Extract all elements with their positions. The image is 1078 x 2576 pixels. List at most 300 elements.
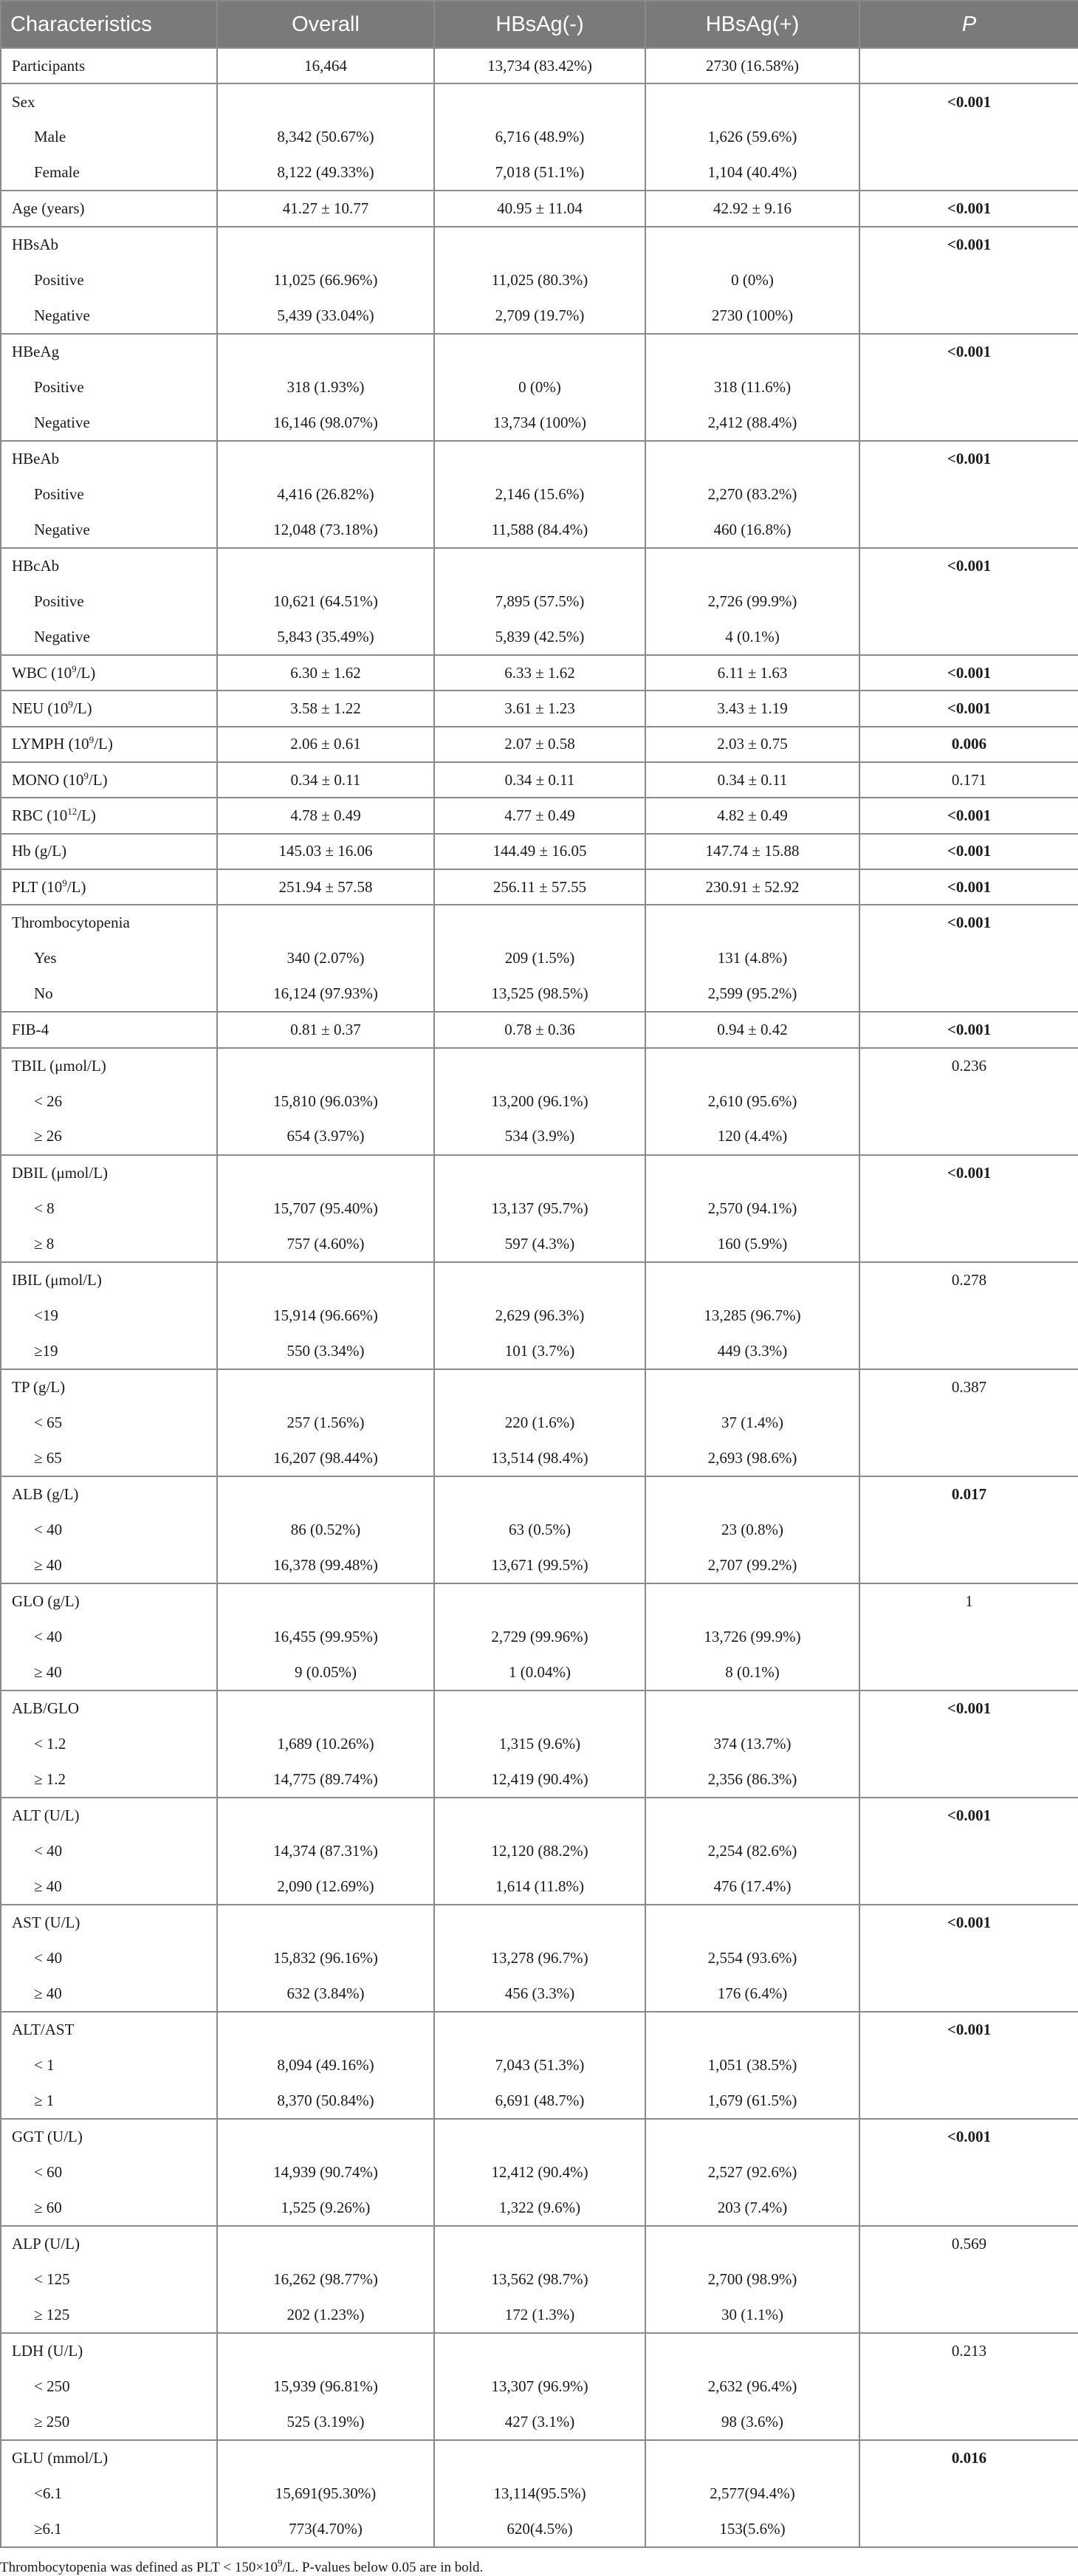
row-label: ALB (g/L) <box>1 1476 217 1512</box>
hbsag-negative-cell: 7,895 (57.5%) <box>434 583 645 619</box>
table-row <box>1 298 1078 333</box>
row-label: ≥ 40 <box>1 1869 217 1905</box>
table-row <box>1 2190 1078 2226</box>
p-value-cell <box>859 620 1078 655</box>
hbsag-negative-cell: 13,671 (99.5%) <box>434 1547 645 1583</box>
table-row <box>1 1833 1078 1868</box>
header-hbsag-negative: HBsAg(-) <box>434 1 645 48</box>
row-label: ≥ 1 <box>1 2083 217 2119</box>
p-value-cell <box>859 1512 1078 1547</box>
row-label: LYMPH $(10^9/L)$ <box>1 727 217 762</box>
table-row <box>1 2119 1078 2154</box>
row-label: < 60 <box>1 2154 217 2190</box>
hbsag-negative-cell: 2,146 (15.6%) <box>434 476 645 512</box>
p-value-cell <box>859 262 1078 298</box>
hbsag-positive-cell: 6.11 ± 1.63 <box>645 655 859 691</box>
hbsag-negative-cell: 2,729 (99.96%) <box>434 1619 645 1654</box>
p-value-cell <box>859 1940 1078 1976</box>
row-label: < 125 <box>1 2261 217 2297</box>
unit-exponent: 12 <box>67 805 78 817</box>
overall-cell: 16,455 (99.95%) <box>217 1619 434 1654</box>
table-row <box>1 2012 1078 2047</box>
hbsag-negative-cell: 13,514 (98.4%) <box>434 1440 645 1476</box>
hbsag-negative-cell: 144.49 ± 16.05 <box>434 834 645 869</box>
hbsag-negative-cell: 7,043 (51.3%) <box>434 2047 645 2083</box>
row-label: HBsAb <box>1 227 217 262</box>
row-label: Positive <box>1 369 217 405</box>
p-value-cell <box>859 1547 1078 1583</box>
hbsag-negative-cell: 1,315 (9.6%) <box>434 1726 645 1761</box>
table-row <box>1 583 1078 619</box>
hbsag-positive-cell <box>645 2333 859 2368</box>
hbsag-positive-cell: 2,527 (92.6%) <box>645 2154 859 2190</box>
p-value-cell <box>859 2154 1078 2190</box>
overall-cell <box>217 2226 434 2261</box>
hbsag-negative-cell: 11,025 (80.3%) <box>434 262 645 298</box>
row-label: LDH (U/L) <box>1 2333 217 2368</box>
table-row <box>1 405 1078 440</box>
table-row <box>1 727 1078 762</box>
table-row <box>1 834 1078 869</box>
hbsag-positive-cell <box>645 1798 859 1833</box>
p-value-cell: 0.236 <box>859 1048 1078 1083</box>
p-value-cell: <0.001 <box>859 834 1078 869</box>
hbsag-positive-cell: 42.92 ± 9.16 <box>645 191 859 226</box>
table-row <box>1 762 1078 798</box>
hbsag-negative-cell <box>434 2440 645 2476</box>
hbsag-negative-cell: 13,525 (98.5%) <box>434 976 645 1012</box>
overall-cell: 16,262 (98.77%) <box>217 2261 434 2297</box>
overall-cell <box>217 1583 434 1619</box>
hbsag-positive-cell: 1,051 (38.5%) <box>645 2047 859 2083</box>
hbsag-positive-cell: 476 (17.4%) <box>645 1869 859 1905</box>
hbsag-negative-cell: 456 (3.3%) <box>434 1976 645 2012</box>
overall-cell: 12,048 (73.18%) <box>217 512 434 547</box>
row-label: Negative <box>1 512 217 547</box>
table-row <box>1 2368 1078 2404</box>
p-value-cell <box>859 1226 1078 1261</box>
row-label: < 26 <box>1 1083 217 1119</box>
p-value-cell <box>859 583 1078 619</box>
hbsag-positive-cell: 3.43 ± 1.19 <box>645 691 859 726</box>
table-row <box>1 2083 1078 2119</box>
hbsag-negative-cell: 0.34 ± 0.11 <box>434 762 645 798</box>
hbsag-positive-cell: 2,412 (88.4%) <box>645 405 859 440</box>
p-value-cell <box>859 512 1078 547</box>
hbsag-negative-cell: 2,709 (19.7%) <box>434 298 645 333</box>
overall-cell <box>217 1155 434 1191</box>
hbsag-negative-cell: 256.11 ± 57.55 <box>434 869 645 905</box>
overall-cell <box>217 548 434 583</box>
overall-cell: 9 (0.05%) <box>217 1654 434 1690</box>
unit-exponent: 9 <box>68 698 73 710</box>
header-row <box>1 1 1078 48</box>
hbsag-negative-cell <box>434 334 645 369</box>
footnote-superscript: 9 <box>278 2557 283 2569</box>
overall-cell <box>217 1798 434 1833</box>
p-value-cell <box>859 1298 1078 1333</box>
hbsag-negative-cell: 1,322 (9.6%) <box>434 2190 645 2226</box>
overall-cell: 525 (3.19%) <box>217 2405 434 2440</box>
hbsag-positive-cell: 4.82 ± 0.49 <box>645 798 859 833</box>
table-row <box>1 512 1078 547</box>
row-label: NEU $(10^9/L)$ <box>1 691 217 726</box>
row-label: < 40 <box>1 1833 217 1868</box>
hbsag-positive-cell: 2,599 (95.2%) <box>645 976 859 1012</box>
row-label: RBC $(10^{12}/L)$ <box>1 798 217 833</box>
row-label: ALT/AST <box>1 2012 217 2047</box>
p-value-cell <box>859 1833 1078 1868</box>
table-row <box>1 1905 1078 1940</box>
p-value-cell: 1 <box>859 1583 1078 1619</box>
hbsag-positive-cell: 449 (3.3%) <box>645 1333 859 1368</box>
p-value-cell <box>859 1654 1078 1690</box>
hbsag-negative-cell: 12,419 (90.4%) <box>434 1762 645 1798</box>
table-row <box>1 1619 1078 1654</box>
overall-cell: 11,025 (66.96%) <box>217 262 434 298</box>
table-row <box>1 1690 1078 1726</box>
row-label: <19 <box>1 1298 217 1333</box>
p-value-cell <box>859 2190 1078 2226</box>
row-label: < 40 <box>1 1512 217 1547</box>
unit-exponent: 9 <box>83 770 89 781</box>
table-row <box>1 1369 1078 1405</box>
header-overall: Overall <box>217 1 434 48</box>
hbsag-positive-cell: 8 (0.1%) <box>645 1654 859 1690</box>
hbsag-positive-cell: 2,356 (86.3%) <box>645 1762 859 1798</box>
table-row <box>1 2226 1078 2261</box>
hbsag-negative-cell: 13,734 (100%) <box>434 405 645 440</box>
table-row <box>1 1405 1078 1440</box>
p-value-cell <box>859 48 1078 83</box>
row-label: < 40 <box>1 1940 217 1976</box>
hbsag-negative-cell: 11,588 (84.4%) <box>434 512 645 547</box>
hbsag-positive-cell: 2,610 (95.6%) <box>645 1083 859 1119</box>
hbsag-positive-cell <box>645 1476 859 1512</box>
hbsag-positive-cell: 13,726 (99.9%) <box>645 1619 859 1654</box>
overall-cell: 5,843 (35.49%) <box>217 620 434 655</box>
hbsag-positive-cell: 374 (13.7%) <box>645 1726 859 1761</box>
overall-cell: 3.58 ± 1.22 <box>217 691 434 726</box>
row-label: GGT (U/L) <box>1 2119 217 2154</box>
row-label: AST (U/L) <box>1 1905 217 1940</box>
hbsag-negative-cell: 13,114(95.5%) <box>434 2476 645 2511</box>
hbsag-positive-cell <box>645 1155 859 1191</box>
overall-cell: 8,370 (50.84%) <box>217 2083 434 2119</box>
row-label: Female <box>1 155 217 191</box>
overall-cell: 632 (3.84%) <box>217 1976 434 2012</box>
hbsag-negative-cell <box>434 2226 645 2261</box>
p-value-cell <box>859 2476 1078 2511</box>
table-row <box>1 1440 1078 1476</box>
hbsag-negative-cell <box>434 2333 645 2368</box>
hbsag-positive-cell <box>645 1048 859 1083</box>
overall-cell: 8,094 (49.16%) <box>217 2047 434 2083</box>
row-label: ≥ 125 <box>1 2298 217 2333</box>
overall-cell: 15,691(95.30%) <box>217 2476 434 2511</box>
row-label: ALP (U/L) <box>1 2226 217 2261</box>
footnote-text: Thrombocytopenia was defined as PLT < 150×10 <box>0 2560 278 2576</box>
overall-cell: 773(4.70%) <box>217 2512 434 2547</box>
hbsag-negative-cell <box>434 1905 645 1940</box>
table-row <box>1 476 1078 512</box>
p-value-cell <box>859 2298 1078 2333</box>
table-row <box>1 1512 1078 1547</box>
hbsag-positive-cell: 2730 (100%) <box>645 298 859 333</box>
row-label: Negative <box>1 620 217 655</box>
p-value-cell <box>859 1333 1078 1368</box>
hbsag-positive-cell: 2,554 (93.6%) <box>645 1940 859 1976</box>
row-label: Thrombocytopenia <box>1 905 217 940</box>
hbsag-positive-cell: 2,577(94.4%) <box>645 2476 859 2511</box>
hbsag-positive-cell: 2,632 (96.4%) <box>645 2368 859 2404</box>
hbsag-negative-cell <box>434 548 645 583</box>
hbsag-positive-cell: 4 (0.1%) <box>645 620 859 655</box>
row-label: IBIL (μmol/L) <box>1 1262 217 1298</box>
hbsag-negative-cell: 597 (4.3%) <box>434 1226 645 1261</box>
p-value-cell: <0.001 <box>859 191 1078 226</box>
p-value-cell <box>859 155 1078 191</box>
p-value-cell: <0.001 <box>859 83 1078 119</box>
row-label: ≥ 250 <box>1 2405 217 2440</box>
hbsag-negative-cell: 4.77 ± 0.49 <box>434 798 645 833</box>
overall-cell: 257 (1.56%) <box>217 1405 434 1440</box>
table-row <box>1 262 1078 298</box>
hbsag-negative-cell: 13,562 (98.7%) <box>434 2261 645 2297</box>
hbsag-positive-cell <box>645 83 859 119</box>
row-label: Negative <box>1 405 217 440</box>
hbsag-negative-cell: 1 (0.04%) <box>434 1654 645 1690</box>
hbsag-negative-cell <box>434 905 645 940</box>
overall-cell: 15,810 (96.03%) <box>217 1083 434 1119</box>
hbsag-negative-cell <box>434 441 645 476</box>
p-value-cell: <0.001 <box>859 227 1078 262</box>
hbsag-negative-cell <box>434 1369 645 1405</box>
table-row <box>1 1226 1078 1261</box>
unit-exponent: 9 <box>72 662 77 674</box>
hbsag-negative-cell: 6.33 ± 1.62 <box>434 655 645 691</box>
overall-cell <box>217 2440 434 2476</box>
p-value-cell: 0.387 <box>859 1369 1078 1405</box>
overall-cell: 16,146 (98.07%) <box>217 405 434 440</box>
hbsag-positive-cell: 2,570 (94.1%) <box>645 1191 859 1226</box>
hbsag-positive-cell: 37 (1.4%) <box>645 1405 859 1440</box>
hbsag-positive-cell: 2730 (16.58%) <box>645 48 859 83</box>
overall-cell <box>217 2119 434 2154</box>
row-label: ALT (U/L) <box>1 1798 217 1833</box>
hbsag-positive-cell: 2,707 (99.2%) <box>645 1547 859 1583</box>
table-row <box>1 2512 1078 2547</box>
overall-cell <box>217 227 434 262</box>
hbsag-positive-cell <box>645 2226 859 2261</box>
row-label: ≥ 40 <box>1 1547 217 1583</box>
p-value-cell: <0.001 <box>859 1155 1078 1191</box>
p-value-cell <box>859 1762 1078 1798</box>
p-value-cell: <0.001 <box>859 869 1078 905</box>
p-value-cell: <0.001 <box>859 334 1078 369</box>
row-label: ≥ 60 <box>1 2190 217 2226</box>
overall-cell: 145.03 ± 16.06 <box>217 834 434 869</box>
overall-cell <box>217 1048 434 1083</box>
hbsag-positive-cell <box>645 441 859 476</box>
hbsag-positive-cell: 2,700 (98.9%) <box>645 2261 859 2297</box>
table-row <box>1 869 1078 905</box>
table-row <box>1 441 1078 476</box>
table-row <box>1 334 1078 369</box>
p-value-cell: <0.001 <box>859 798 1078 833</box>
p-value-cell: <0.001 <box>859 1905 1078 1940</box>
overall-cell: 202 (1.23%) <box>217 2298 434 2333</box>
row-label: ≥ 26 <box>1 1119 217 1154</box>
hbsag-positive-cell <box>645 1369 859 1405</box>
overall-cell: 757 (4.60%) <box>217 1226 434 1261</box>
table-row <box>1 1298 1078 1333</box>
row-label: < 250 <box>1 2368 217 2404</box>
overall-cell <box>217 334 434 369</box>
hbsag-positive-cell: 1,104 (40.4%) <box>645 155 859 191</box>
hbsag-negative-cell: 7,018 (51.1%) <box>434 155 645 191</box>
row-label: Participants <box>1 48 217 83</box>
hbsag-negative-cell: 209 (1.5%) <box>434 941 645 976</box>
table-row <box>1 1012 1078 1047</box>
hbsag-negative-cell: 2.07 ± 0.58 <box>434 727 645 762</box>
overall-cell <box>217 83 434 119</box>
overall-cell <box>217 441 434 476</box>
p-value-cell: <0.001 <box>859 2119 1078 2154</box>
footnote-text-end: /L. P-values below 0.05 are in bold. <box>282 2560 484 2576</box>
row-label: Positive <box>1 476 217 512</box>
hbsag-negative-cell <box>434 2012 645 2047</box>
p-value-cell <box>859 120 1078 155</box>
p-value-cell <box>859 369 1078 405</box>
p-value-cell: <0.001 <box>859 691 1078 726</box>
row-label: ≥ 8 <box>1 1226 217 1261</box>
row-label: Sex <box>1 83 217 119</box>
hbsag-positive-cell <box>645 548 859 583</box>
row-label: ≥19 <box>1 1333 217 1368</box>
p-value-cell <box>859 1976 1078 2012</box>
hbsag-negative-cell: 13,307 (96.9%) <box>434 2368 645 2404</box>
hbsag-negative-cell <box>434 83 645 119</box>
hbsag-positive-cell: 23 (0.8%) <box>645 1512 859 1547</box>
overall-cell: 550 (3.34%) <box>217 1333 434 1368</box>
table-row <box>1 2405 1078 2440</box>
p-value-cell: 0.278 <box>859 1262 1078 1298</box>
row-label: Age (years) <box>1 191 217 226</box>
hbsag-negative-cell: 534 (3.9%) <box>434 1119 645 1154</box>
hbsag-negative-cell: 6,716 (48.9%) <box>434 120 645 155</box>
hbsag-negative-cell <box>434 1476 645 1512</box>
row-label: <6.1 <box>1 2476 217 2511</box>
hbsag-positive-cell: 1,626 (59.6%) <box>645 120 859 155</box>
overall-cell: 8,342 (50.67%) <box>217 120 434 155</box>
overall-cell <box>217 1262 434 1298</box>
row-label: Male <box>1 120 217 155</box>
table-row <box>1 691 1078 726</box>
p-value-cell <box>859 1191 1078 1226</box>
overall-cell: 2.06 ± 0.61 <box>217 727 434 762</box>
hbsag-positive-cell: 2,254 (82.6%) <box>645 1833 859 1868</box>
overall-cell <box>217 2333 434 2368</box>
table-row <box>1 155 1078 191</box>
header-hbsag-positive: HBsAg(+) <box>645 1 859 48</box>
overall-cell <box>217 1690 434 1726</box>
row-label: No <box>1 976 217 1012</box>
table-row <box>1 2047 1078 2083</box>
overall-cell: 86 (0.52%) <box>217 1512 434 1547</box>
row-label: PLT $(10^9/L)$ <box>1 869 217 905</box>
overall-cell: 15,914 (96.66%) <box>217 1298 434 1333</box>
table-row <box>1 655 1078 691</box>
p-value-cell: 0.171 <box>859 762 1078 798</box>
row-label: ALB/GLO <box>1 1690 217 1726</box>
p-value-cell: <0.001 <box>859 655 1078 691</box>
table-row <box>1 1976 1078 2012</box>
hbsag-negative-cell <box>434 1798 645 1833</box>
hbsag-positive-cell <box>645 1690 859 1726</box>
table-row <box>1 1726 1078 1761</box>
table-row <box>1 2440 1078 2476</box>
hbsag-negative-cell: 0.78 ± 0.36 <box>434 1012 645 1047</box>
table-row <box>1 2154 1078 2190</box>
hbsag-negative-cell: 2,629 (96.3%) <box>434 1298 645 1333</box>
row-label: Positive <box>1 262 217 298</box>
overall-cell: 0.81 ± 0.37 <box>217 1012 434 1047</box>
table-row <box>1 1940 1078 1976</box>
header-p-value: P <box>859 1 1078 48</box>
header-characteristics: Characteristics <box>1 1 217 48</box>
p-value-cell <box>859 976 1078 1012</box>
table-row <box>1 2476 1078 2511</box>
overall-cell <box>217 1369 434 1405</box>
row-label: DBIL (μmol/L) <box>1 1155 217 1191</box>
row-label: HBeAg <box>1 334 217 369</box>
row-label: GLU (mmol/L) <box>1 2440 217 2476</box>
hbsag-negative-cell: 427 (3.1%) <box>434 2405 645 2440</box>
table-row <box>1 620 1078 655</box>
p-value-cell <box>859 2368 1078 2404</box>
overall-cell: 8,122 (49.33%) <box>217 155 434 191</box>
overall-cell <box>217 905 434 940</box>
row-label: < 65 <box>1 1405 217 1440</box>
table-row <box>1 1083 1078 1119</box>
table-row <box>1 83 1078 119</box>
row-label: < 1 <box>1 2047 217 2083</box>
hbsag-positive-cell <box>645 1905 859 1940</box>
table-row <box>1 227 1078 262</box>
table-row <box>1 1333 1078 1368</box>
hbsag-positive-cell: 0.34 ± 0.11 <box>645 762 859 798</box>
p-value-cell <box>859 298 1078 333</box>
hbsag-positive-cell <box>645 2012 859 2047</box>
table-row <box>1 905 1078 940</box>
hbsag-negative-cell: 1,614 (11.8%) <box>434 1869 645 1905</box>
p-value-cell <box>859 1619 1078 1654</box>
overall-cell: 14,374 (87.31%) <box>217 1833 434 1868</box>
p-value-cell <box>859 1119 1078 1154</box>
hbsag-positive-cell <box>645 2440 859 2476</box>
overall-cell: 6.30 ± 1.62 <box>217 655 434 691</box>
unit-exponent: 9 <box>89 734 95 746</box>
row-label: Positive <box>1 583 217 619</box>
p-value-cell: <0.001 <box>859 1798 1078 1833</box>
row-label: ≥ 40 <box>1 1976 217 2012</box>
hbsag-positive-cell: 2.03 ± 0.75 <box>645 727 859 762</box>
hbsag-negative-cell: 620(4.5%) <box>434 2512 645 2547</box>
overall-cell: 0.34 ± 0.11 <box>217 762 434 798</box>
hbsag-positive-cell: 147.74 ± 15.88 <box>645 834 859 869</box>
p-value-cell: 0.569 <box>859 2226 1078 2261</box>
